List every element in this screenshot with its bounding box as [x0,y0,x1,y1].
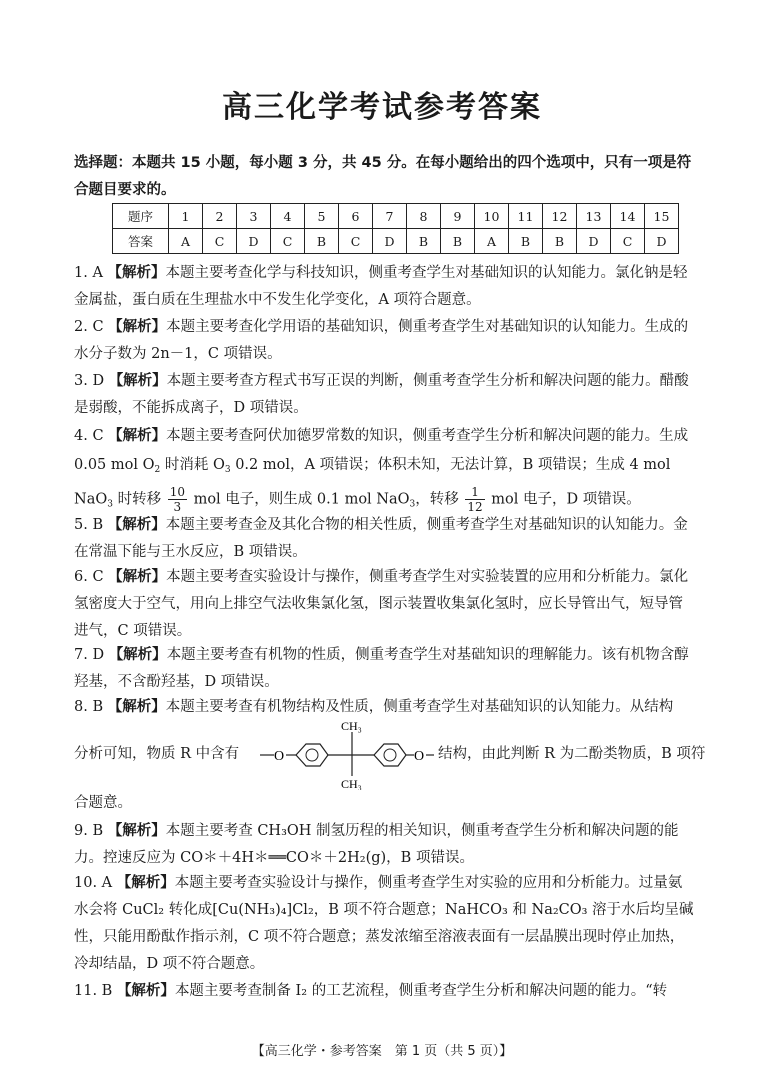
page-footer: 【高三化学・参考答案 第 1 页（共 5 页）】 [251,1044,513,1059]
item-text: 时消耗 O [160,457,225,473]
table-cell: D [577,229,611,254]
benzene-ring [296,744,328,766]
table-cell: B [441,229,475,254]
fraction-numerator: 1 [465,485,484,500]
item-tag: 【解析】 [108,319,167,335]
answer-table [112,203,679,254]
item-number: 8. B [74,699,104,715]
table-cell: C [203,229,237,254]
item-text: 本题主要考查有机物结构及性质，侧重考查学生对基础知识的认知能力。从结构 [165,699,674,715]
table-cell: C [271,229,305,254]
table-cell: C [339,229,373,254]
item-text: 本题主要考查化学与科技知识，侧重考查学生对基础知识的认知能力。氯化钠是轻金属盐，蛋白质在生理盐水中不发生化学变化，A 项符合题意。 [74,265,688,308]
table-cell: B [543,229,577,254]
item-number: 2. C [74,319,104,335]
answer-item-11 [74,978,694,1005]
item-number: 10. A [74,875,113,891]
answer-item-3 [74,368,694,422]
item-number: 5. B [74,517,104,533]
item-tag: 【解析】 [108,569,167,585]
item-number: 11. B [74,983,113,999]
row-label: 题序 [113,204,169,229]
table-cell: 12 [543,204,577,229]
item-number: 1. A [74,265,103,281]
table-cell: 10 [475,204,509,229]
item-text: 分析可知，物质 R 中含有 [74,746,240,762]
item-text: 结构，由此判断 R 为二酚类物质，B 项符 [438,746,706,762]
item-tag: 【解析】 [107,517,166,533]
fraction-denominator: 12 [467,500,483,514]
answer-item-6 [74,564,694,645]
item-tag: 【解析】 [116,983,175,999]
table-cell: 13 [577,204,611,229]
table-cell: D [373,229,407,254]
table-cell: 9 [441,204,475,229]
answer-item-7 [74,642,694,696]
item-tag: 【解析】 [107,265,166,281]
table-cell: 7 [373,204,407,229]
item-tag: 【解析】 [108,373,167,389]
answer-item-8-line2b [438,741,706,768]
table-cell: D [645,229,679,254]
item-text: 本题主要考查 CH₃OH 制氢历程的相关知识，侧重考查学生分析和解决问题的能力。控速反应为 CO＊＋4H＊══CO＊＋2H₂(g)，B 项错误。 [74,823,679,866]
table-cell: 5 [305,204,339,229]
benzene-ring [374,744,406,766]
item-tag: 【解析】 [108,647,167,663]
answer-item-10 [74,870,694,978]
table-cell: 15 [645,204,679,229]
answer-item-1 [74,260,694,314]
item-tag: 【解析】 [107,699,166,715]
answer-item-2 [74,314,694,368]
table-cell: 8 [407,204,441,229]
bisphenol-structure [254,718,434,790]
answer-item-8-line3 [74,790,694,817]
fraction [168,485,187,514]
table-cell: 11 [509,204,543,229]
item-text: 本题主要考查金及其化合物的相关性质，侧重考查学生对基础知识的认知能力。金在常温下能与王水反应，B 项错误。 [74,517,688,560]
fraction-numerator: 10 [169,485,185,499]
oxygen-atom: O [414,749,425,764]
aromatic-circle [384,749,396,761]
item-text: 本题主要考查方程式书写正误的判断，侧重考查学生分析和解决问题的能力。醋酸是弱酸，不能拆成离子，D 项错误。 [74,373,689,416]
page-title: 高三化学考试参考答案 [222,90,542,125]
answer-item-8 [74,694,694,721]
oxygen-atom: O [274,749,285,764]
item-number: 6. C [74,569,104,585]
table-cell: D [237,229,271,254]
item-text: 时转移 [112,491,166,508]
table-cell: 3 [237,204,271,229]
item-tag: 【解析】 [107,823,166,839]
table-cell: 4 [271,204,305,229]
table-cell: A [475,229,509,254]
item-text: mol 电子，D 项错误。 [486,491,641,508]
item-text: 本题主要考查阿伏加德罗常数的知识，侧重考查学生分析和解决问题的能力。生成 0.05 mol O [74,428,689,473]
item-text: 0.2 mol，A 项错误；体积未知，无法计算，B 项错误；生成 4 mol NaO [74,457,671,508]
aromatic-circle [306,749,318,761]
table-cell: 14 [611,204,645,229]
table-cell: 6 [339,204,373,229]
item-text: ，转移 [415,491,464,508]
table-cell: C [611,229,645,254]
row-label: 答案 [113,229,169,254]
answer-item-4 [74,422,694,520]
table-cell: 2 [203,204,237,229]
item-text: 本题主要考查化学用语的基础知识，侧重考查学生对基础知识的认知能力。生成的水分子数为 2n－1，C 项错误。 [74,319,689,362]
fraction-denominator: 3 [173,500,182,514]
item-number: 4. C [74,428,104,444]
item-text: 本题主要考查实验设计与操作，侧重考查学生对实验的应用和分析能力。过量氨水会将 CuCl₂ 转化成[Cu(NH₃)₄]Cl₂，B 项不符合题意；NaHCO₃ 和 Na₂CO₃ 溶于水后均呈碱性，只能用酚酞作指示剂，C 项不符合题意；蒸发浓缩至溶液表面有一层晶膜出现时停止加热，冷却结晶，D 项不符合题意。 [74,875,694,972]
methyl-bottom: CH₃ [341,777,362,790]
item-number: 7. D [74,647,105,663]
fraction [465,485,484,514]
subscript: 2 [154,465,161,475]
item-text: 本题主要考查有机物的性质，侧重考查学生对基础知识的理解能力。该有机物含醇羟基，不含酚羟基，D 项错误。 [74,647,689,690]
table-cell: B [305,229,339,254]
item-text: mol 电子，则生成 0.1 mol NaO [188,491,410,508]
section-intro: 选择题：本题共 15 小题，每小题 3 分，共 45 分。在每小题给出的四个选项中，只有一项是符合题目要求的。 [74,155,692,198]
item-text: 合题意。 [74,795,132,811]
item-number: 9. B [74,823,104,839]
table-cell: B [509,229,543,254]
subscript: 3 [107,499,113,510]
table-cell: 1 [169,204,203,229]
item-tag: 【解析】 [108,428,167,444]
item-tag: 【解析】 [116,875,175,891]
subscript: 3 [409,499,416,510]
subscript: 3 [224,465,231,475]
item-number: 3. D [74,373,105,389]
answer-item-5 [74,512,694,566]
methyl-top: CH₃ [341,719,362,733]
table-cell: A [169,229,203,254]
item-text: 本题主要考查实验设计与操作，侧重考查学生对实验装置的应用和分析能力。氯化氢密度大于空气，用向上排空气法收集氯化氢，图示装置收集氯化氢时，应长导管出气，短导管进气，C 项错误。 [74,569,689,639]
item-text: 本题主要考查制备 I₂ 的工艺流程，侧重考查学生分析和解决问题的能力。“转 [174,983,668,999]
table-row-answers [113,229,679,254]
table-row-numbers [113,204,679,229]
table-cell: B [407,229,441,254]
answer-item-9 [74,818,694,872]
answer-item-8-line2a [74,741,240,768]
